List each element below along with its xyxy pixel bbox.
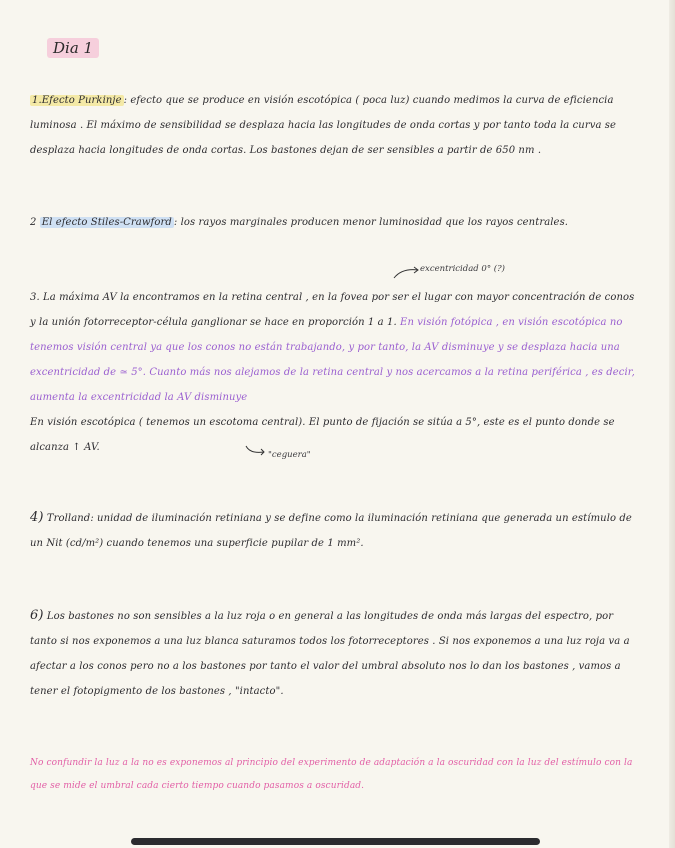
paragraph-troland (30, 505, 642, 556)
arrow-icon (392, 266, 420, 280)
troland-label: Trolland (46, 513, 91, 524)
eccentricity-note: excentricidad 0° (?) (420, 264, 505, 274)
acuity-text-purple: En visión fotópica , en visión escotópica no tenemos visión central ya que los conos no están trabajando, y por tanto, la AV disminuye y se desplaza hacia una excentricidad de ≃ 5°. Cuanto más nos alejamos de la retina central y nos acercamos a la retina periférica , es decir, aumenta la excentricidad la AV disminuye (30, 317, 635, 403)
troland-number: 4) (30, 510, 44, 525)
paragraph-purkinje (30, 88, 642, 163)
rods-number: 6) (30, 608, 44, 623)
rods-text: Los bastones no son sensibles a la luz roja o en general a las longitudes de onda más largas del espectro, por tanto si nos exponemos a una luz blanca saturamos todos los fotorreceptores . Si nos exponemos a una luz roja va a afectar a los conos pero no a los bastones por tanto el valor del umbral absoluto nos lo dan los bastones , vamos a tener el fotopigmento de los bastones , "intacto". (30, 611, 630, 697)
troland-text: : unidad de iluminación retiniana y se define como la iluminación retiniana que generada un estímulo de un Nit (cd/m²) cuando tenemos una superficie pupilar de 1 mm². (30, 513, 632, 549)
page-edge (669, 0, 675, 848)
page-title: Dia 1 (47, 38, 99, 58)
purkinje-text: : efecto que se produce en visión escotópica ( poca luz) cuando medimos la curva de eficiencia luminosa . El máximo de sensibilidad se desplaza hacia las longitudes de onda cortas y por tanto toda la curva se desplaza hacia longitudes de onda cortas. Los bastones dejan de ser sensibles a partir de 650 nm . (30, 95, 617, 156)
paragraph-reminder: No confundir la luz a la no es exponemos al principio del experimento de adaptación a la oscuridad con la luz del estímulo con la que se mide el umbral cada cierto tiempo cuando pasamos a oscuridad. (30, 758, 633, 791)
arrow-icon (244, 444, 268, 458)
purkinje-label: 1.Efecto Purkinje (32, 95, 122, 106)
acuity-text: 3. La máxima AV la encontramos en la retina central , en la fovea por ser el lugar con mayor concentración de conos y la unión fotorreceptor-célula ganglionar se hace en proporción 1 a 1. (30, 292, 635, 328)
home-indicator[interactable] (131, 838, 540, 845)
acuity-text-2: En visión escotópica ( tenemos un escotoma central). El punto de fijación se sitúa a 5°, este es el punto donde se alcanza ↑ AV. (30, 417, 615, 453)
stiles-label: El efecto Stiles-Crawford (41, 217, 172, 228)
stiles-number: 2 (30, 217, 37, 228)
stiles-text: : los rayos marginales producen menor luminosidad que los rayos centrales. (173, 217, 569, 228)
paragraph-visual-acuity (30, 285, 642, 460)
paragraph-stiles-crawford (30, 210, 642, 235)
paragraph-rods (30, 603, 642, 704)
blindness-note: "ceguera" (268, 450, 311, 460)
